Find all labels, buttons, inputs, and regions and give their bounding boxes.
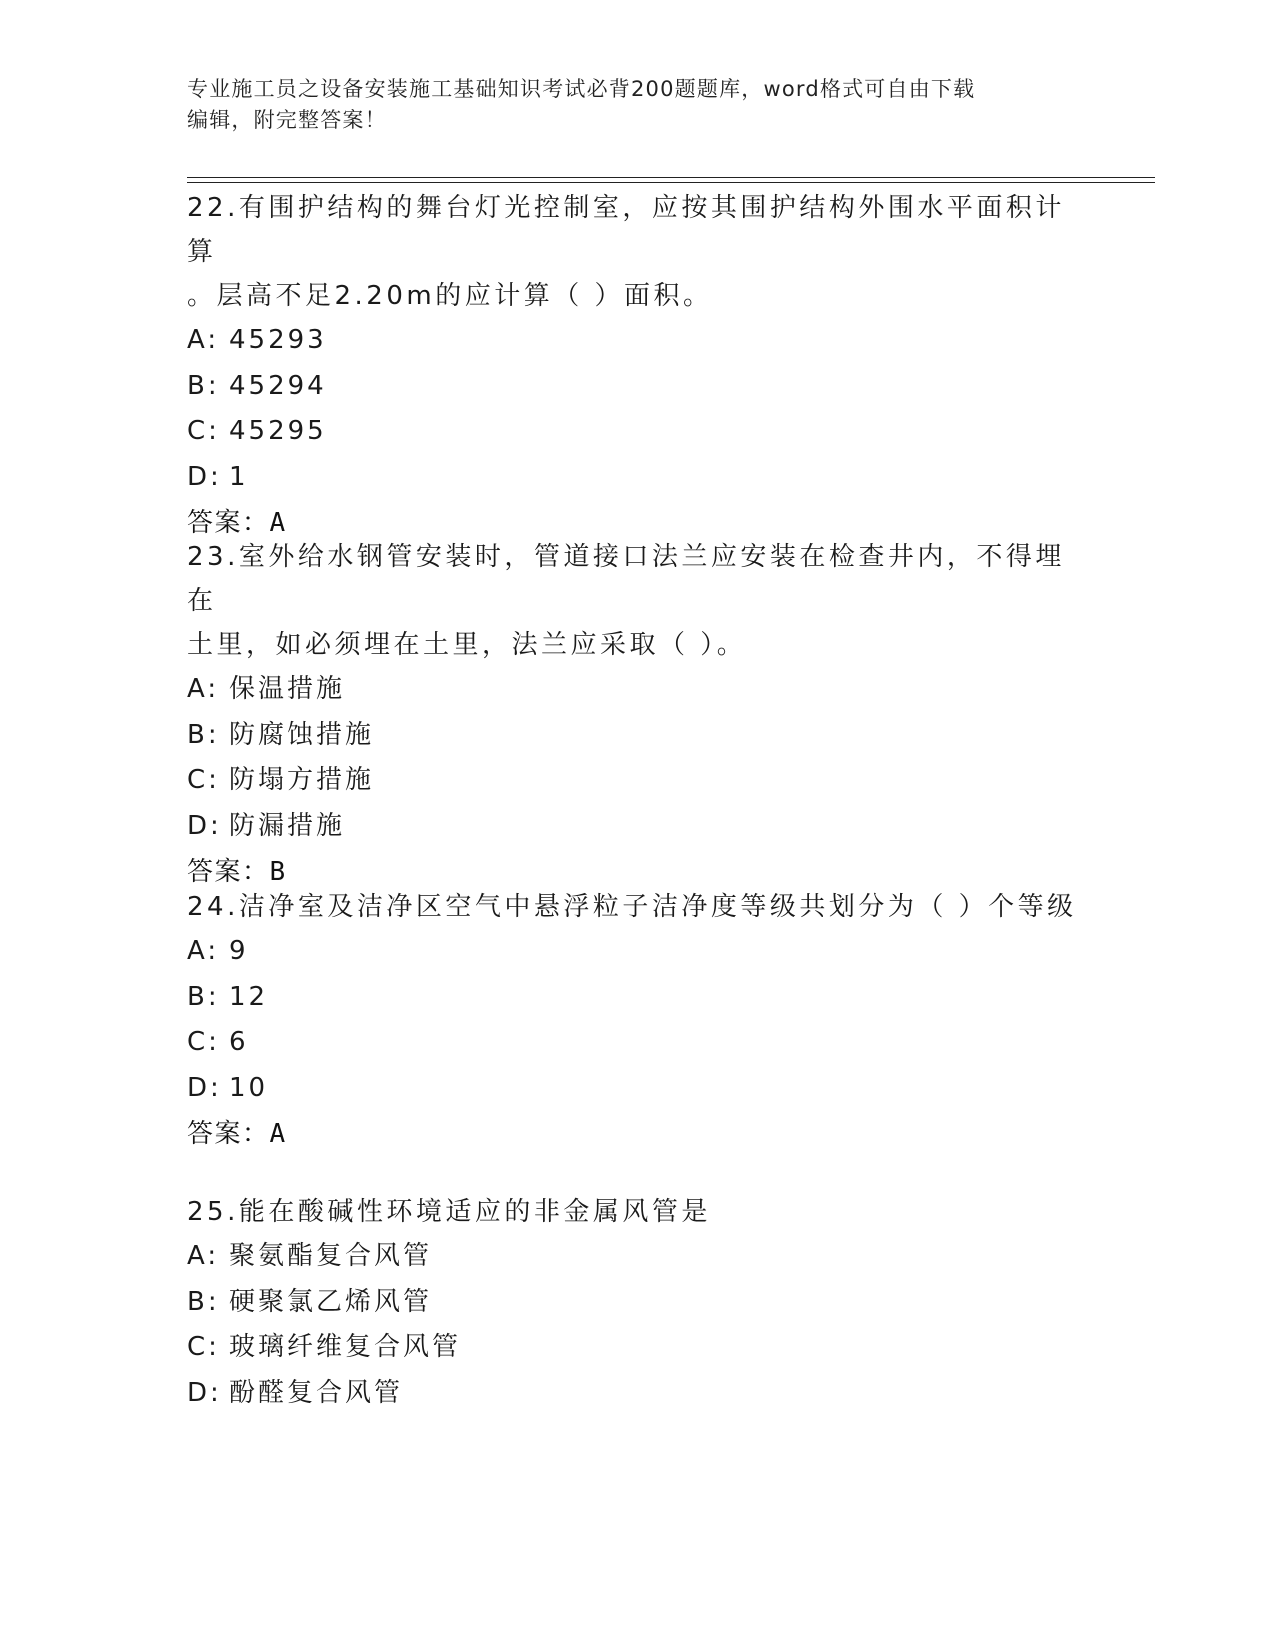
- document-header: [187, 74, 1087, 136]
- question-text-line-1: 24.洁净室及洁净区空气中悬浮粒子洁净度等级共划分为（ ）个等级: [187, 892, 1077, 922]
- header-divider-bottom: [187, 182, 1155, 183]
- option-c: [187, 758, 1087, 804]
- option-key: A:: [187, 936, 220, 966]
- option-key: C:: [187, 416, 220, 446]
- answer-value: B: [269, 857, 287, 887]
- option-a: [187, 667, 1087, 713]
- option-text: 酚醛复合风管: [229, 1377, 404, 1408]
- option-d: [187, 455, 1087, 501]
- option-d: [187, 804, 1087, 850]
- option-text: 硬聚氯乙烯风管: [229, 1286, 433, 1317]
- option-key: B:: [187, 719, 220, 750]
- answer-label: 答案：: [187, 508, 270, 538]
- option-b: [187, 713, 1087, 759]
- option-text: 防漏措施: [229, 810, 346, 841]
- question-text-line-1: 25.能在酸碱性环境适应的非金属风管是: [187, 1197, 711, 1227]
- option-c: [187, 1325, 1087, 1371]
- option-key: D:: [187, 1377, 222, 1408]
- option-text: 玻璃纤维复合风管: [229, 1332, 462, 1362]
- option-text: 10: [229, 1072, 269, 1103]
- header-divider-top: [187, 177, 1155, 178]
- question-text-line-1: 22.有围护结构的舞台灯光控制室，应按其围护结构外围水平面积计算: [187, 193, 1065, 267]
- answer-label: 答案：: [187, 857, 270, 887]
- option-key: B:: [187, 370, 220, 401]
- option-key: B:: [187, 1286, 220, 1317]
- option-key: C:: [187, 1027, 220, 1057]
- option-key: C:: [187, 1332, 220, 1362]
- option-b: [187, 1280, 1087, 1326]
- option-key: A:: [187, 1241, 220, 1271]
- option-key: A:: [187, 325, 220, 355]
- question-24: [187, 885, 1087, 1157]
- option-d: [187, 1066, 1087, 1112]
- answer-value: A: [269, 1119, 287, 1149]
- question-text-line-2: 。层高不足2.20m的应计算（ ）面积。: [187, 281, 713, 311]
- option-text: 45295: [229, 416, 327, 446]
- option-c: [187, 409, 1087, 455]
- answer-line: [187, 1111, 1087, 1157]
- answer-label: 答案：: [187, 1119, 270, 1149]
- option-a: [187, 1234, 1087, 1280]
- question-22: [187, 186, 1087, 546]
- option-b: [187, 364, 1087, 410]
- header-line-1: 专业施工员之设备安装施工基础知识考试必背200题题库，word格式可自由下载: [187, 77, 976, 101]
- option-key: C:: [187, 765, 220, 795]
- option-key: D:: [187, 810, 222, 841]
- option-b: [187, 975, 1087, 1021]
- option-text: 45293: [229, 325, 327, 355]
- option-text: 6: [229, 1027, 249, 1057]
- option-key: A:: [187, 674, 220, 704]
- option-text: 9: [229, 936, 249, 966]
- question-text-line-2: 土里，如必须埋在土里，法兰应采取（ ）。: [187, 630, 747, 660]
- option-a: [187, 318, 1087, 364]
- option-key: D:: [187, 1072, 222, 1103]
- option-key: B:: [187, 981, 220, 1012]
- question-23: [187, 535, 1087, 895]
- option-text: 聚氨酯复合风管: [229, 1241, 433, 1271]
- option-text: 防腐蚀措施: [229, 719, 375, 750]
- question-25: [187, 1190, 1087, 1416]
- option-text: 保温措施: [229, 674, 346, 704]
- option-key: D:: [187, 461, 222, 492]
- option-d: [187, 1371, 1087, 1417]
- option-c: [187, 1020, 1087, 1066]
- option-text: 防塌方措施: [229, 765, 375, 795]
- header-line-2: 编辑，附完整答案！: [187, 108, 387, 132]
- question-text-line-1: 23.室外给水钢管安装时，管道接口法兰应安装在检查井内，不得埋在: [187, 542, 1065, 616]
- option-text: 45294: [229, 370, 327, 401]
- option-text: 1: [229, 461, 249, 492]
- option-text: 12: [229, 981, 269, 1012]
- option-a: [187, 929, 1087, 975]
- answer-value: A: [269, 508, 287, 538]
